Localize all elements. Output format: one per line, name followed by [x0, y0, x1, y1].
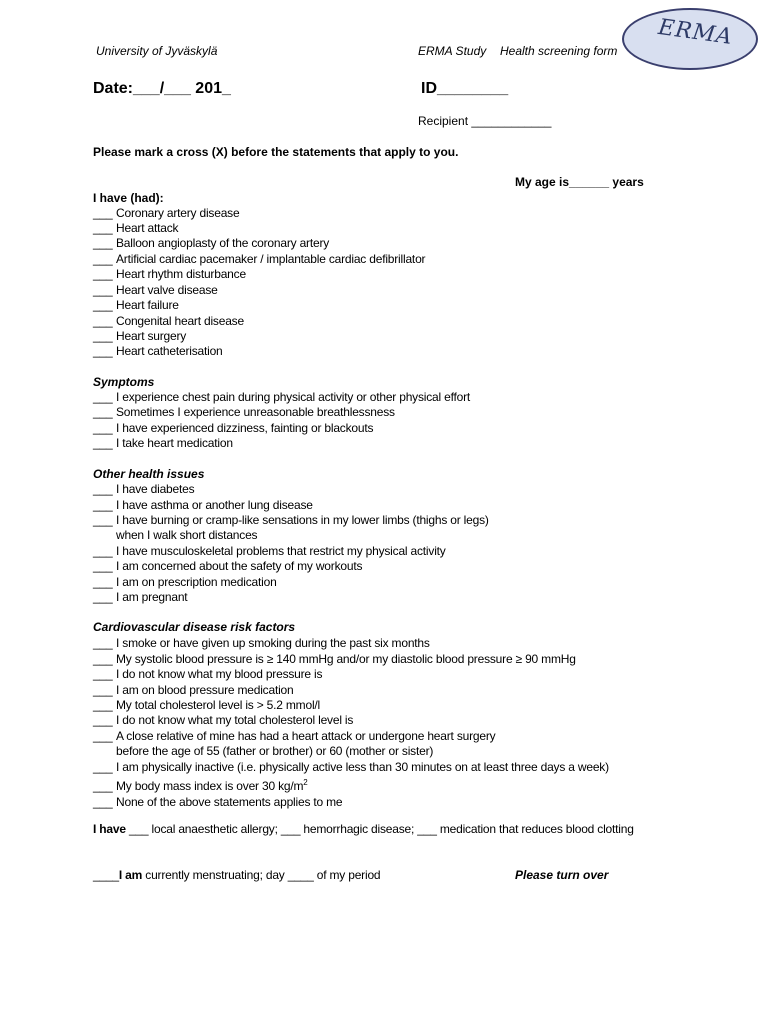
- university-name: University of Jyväskylä: [96, 44, 218, 58]
- item-label: Heart failure: [116, 298, 179, 312]
- checkbox-blank[interactable]: ___: [93, 713, 113, 727]
- list-item[interactable]: [93, 575, 277, 589]
- study-name: ERMA Study: [418, 44, 487, 58]
- checkbox-blank[interactable]: ___: [93, 390, 113, 404]
- period-text: currently menstruating; day ____ of my period: [145, 868, 381, 882]
- checkbox-blank[interactable]: ___: [93, 344, 113, 358]
- item-label: I am pregnant: [116, 590, 188, 604]
- item-label: Heart surgery: [116, 329, 187, 343]
- list-item[interactable]: [93, 436, 233, 450]
- item-label: I do not know what my blood pressure is: [116, 667, 323, 681]
- item-label: I smoke or have given up smoking during the past six months: [116, 636, 430, 650]
- item-label: Coronary artery disease: [116, 206, 240, 220]
- checkbox-blank[interactable]: ___: [93, 760, 113, 774]
- checkbox-blank[interactable]: ___: [93, 267, 113, 281]
- checkbox-blank[interactable]: ___: [93, 698, 113, 712]
- checkbox-blank[interactable]: ___: [93, 436, 113, 450]
- ihave-line[interactable]: [93, 822, 634, 836]
- checkbox-blank[interactable]: ___: [93, 298, 113, 312]
- list-item[interactable]: [93, 482, 194, 496]
- item-label: I experience chest pain during physical activity or other physical effort: [116, 390, 471, 404]
- item-label: I do not know what my total cholesterol level is: [116, 713, 354, 727]
- checkbox-blank[interactable]: ___: [93, 575, 113, 589]
- item-label: I am on prescription medication: [116, 575, 277, 589]
- item-continuation: before the age of 55 (father or brother) or 60 (mother or sister): [116, 744, 434, 758]
- age-field: My age is______ years: [515, 175, 644, 189]
- list-item[interactable]: [93, 252, 425, 266]
- item-label: I am concerned about the safety of my workouts: [116, 559, 363, 573]
- list-item[interactable]: [93, 713, 353, 727]
- checkbox-blank[interactable]: ___: [93, 795, 113, 809]
- bmi-superscript: 2: [303, 778, 308, 787]
- checkbox-blank[interactable]: ___: [93, 252, 113, 266]
- list-item[interactable]: [93, 559, 362, 573]
- list-item[interactable]: [93, 513, 489, 527]
- list-item[interactable]: [93, 283, 218, 297]
- checkbox-blank[interactable]: ___: [93, 206, 113, 220]
- checkbox-blank[interactable]: ___: [93, 636, 113, 650]
- item-continuation: when I walk short distances: [116, 528, 258, 542]
- period-line[interactable]: [93, 868, 380, 882]
- list-item[interactable]: [93, 544, 446, 558]
- checkbox-blank[interactable]: ___: [93, 590, 113, 604]
- checkbox-blank[interactable]: ___: [93, 283, 113, 297]
- item-label: Heart rhythm disturbance: [116, 267, 246, 281]
- item-label: Balloon angioplasty of the coronary artery: [116, 236, 330, 250]
- list-item[interactable]: [93, 778, 308, 793]
- form-name: Health screening form: [500, 44, 618, 58]
- item-label: My systolic blood pressure is ≥ 140 mmHg and/or my diastolic blood pressure ≥ 90 mmHg: [116, 652, 576, 666]
- item-label: I take heart medication: [116, 436, 233, 450]
- date-field: Date:___/___ 201_: [93, 80, 231, 97]
- list-item[interactable]: [93, 636, 430, 650]
- id-field: ID________: [421, 80, 509, 97]
- item-label: Sometimes I experience unreasonable breathlessness: [116, 405, 395, 419]
- item-label: Congenital heart disease: [116, 314, 244, 328]
- other-title: Other health issues: [93, 467, 205, 481]
- item-label: My total cholesterol level is > 5.2 mmol/l: [116, 698, 321, 712]
- list-item[interactable]: [93, 206, 239, 220]
- ihave-lead: I have: [93, 822, 126, 836]
- list-item[interactable]: [93, 314, 244, 328]
- list-item[interactable]: [93, 329, 186, 343]
- turn-over-note: Please turn over: [515, 868, 609, 882]
- list-item[interactable]: [93, 421, 373, 435]
- item-label: I have musculoskeletal problems that restrict my physical activity: [116, 544, 446, 558]
- checkbox-blank[interactable]: ___: [93, 729, 113, 743]
- item-label: None of the above statements applies to me: [116, 795, 343, 809]
- list-item[interactable]: [93, 698, 320, 712]
- erma-logo: [622, 8, 758, 70]
- item-label: I have experienced dizziness, fainting or blackouts: [116, 421, 374, 435]
- checkbox-blank[interactable]: ___: [93, 779, 113, 793]
- item-label: Heart catheterisation: [116, 344, 223, 358]
- checkbox-blank[interactable]: ___: [93, 329, 113, 343]
- list-item[interactable]: [93, 795, 342, 809]
- checkbox-blank[interactable]: ___: [93, 314, 113, 328]
- checkbox-blank[interactable]: ___: [93, 683, 113, 697]
- list-item[interactable]: [93, 298, 179, 312]
- checkbox-blank[interactable]: ___: [93, 221, 113, 235]
- list-item[interactable]: [93, 236, 329, 250]
- list-item[interactable]: [93, 390, 470, 404]
- item-label: Heart attack: [116, 221, 179, 235]
- checkbox-blank[interactable]: ___: [93, 405, 113, 419]
- instructions: Please mark a cross (X) before the statements that apply to you.: [93, 145, 459, 159]
- ihave-text: ___ local anaesthetic allergy; ___ hemorrhagic disease; ___ medication that reduces blood clotting: [128, 822, 634, 836]
- list-item[interactable]: [93, 729, 495, 743]
- list-item[interactable]: [93, 667, 322, 681]
- checkbox-blank[interactable]: ___: [93, 482, 113, 496]
- recipient-field: Recipient ____________: [418, 114, 552, 128]
- item-label: I have asthma or another lung disease: [116, 498, 313, 512]
- checkbox-blank[interactable]: ___: [93, 559, 113, 573]
- item-label: I have diabetes: [116, 482, 195, 496]
- item-label: My body mass index is over 30 kg/m: [116, 779, 304, 793]
- item-label: I am on blood pressure medication: [116, 683, 294, 697]
- list-item[interactable]: [93, 590, 187, 604]
- checkbox-blank[interactable]: ___: [93, 498, 113, 512]
- checkbox-blank[interactable]: ___: [93, 544, 113, 558]
- history-title: I have (had):: [93, 191, 164, 205]
- list-item[interactable]: [93, 652, 576, 666]
- list-item[interactable]: [93, 683, 294, 697]
- list-item[interactable]: [93, 405, 395, 419]
- checkbox-blank[interactable]: ___: [93, 667, 113, 681]
- risk-title: Cardiovascular disease risk factors: [93, 620, 296, 634]
- item-label: I have burning or cramp-like sensations in my lower limbs (thighs or legs): [116, 513, 489, 527]
- checkbox-blank[interactable]: ___: [93, 236, 113, 250]
- symptoms-title: Symptoms: [93, 375, 155, 389]
- erma-logo-text: ERMA: [656, 14, 735, 51]
- checkbox-blank[interactable]: ___: [93, 652, 113, 666]
- period-blank[interactable]: ____: [93, 868, 119, 882]
- checkbox-blank[interactable]: ___: [93, 421, 113, 435]
- list-item[interactable]: [93, 760, 609, 774]
- list-item[interactable]: [93, 221, 178, 235]
- list-item[interactable]: [93, 344, 223, 358]
- checkbox-blank[interactable]: ___: [93, 513, 113, 527]
- list-item[interactable]: [93, 498, 313, 512]
- item-label: I am physically inactive (i.e. physically active less than 30 minutes on at least three days a week): [116, 760, 609, 774]
- item-label: Artificial cardiac pacemaker / implantable cardiac defibrillator: [116, 252, 426, 266]
- period-lead: I am: [118, 868, 143, 882]
- item-label: A close relative of mine has had a heart attack or undergone heart surgery: [116, 729, 496, 743]
- item-label: Heart valve disease: [116, 283, 218, 297]
- list-item[interactable]: [93, 267, 246, 281]
